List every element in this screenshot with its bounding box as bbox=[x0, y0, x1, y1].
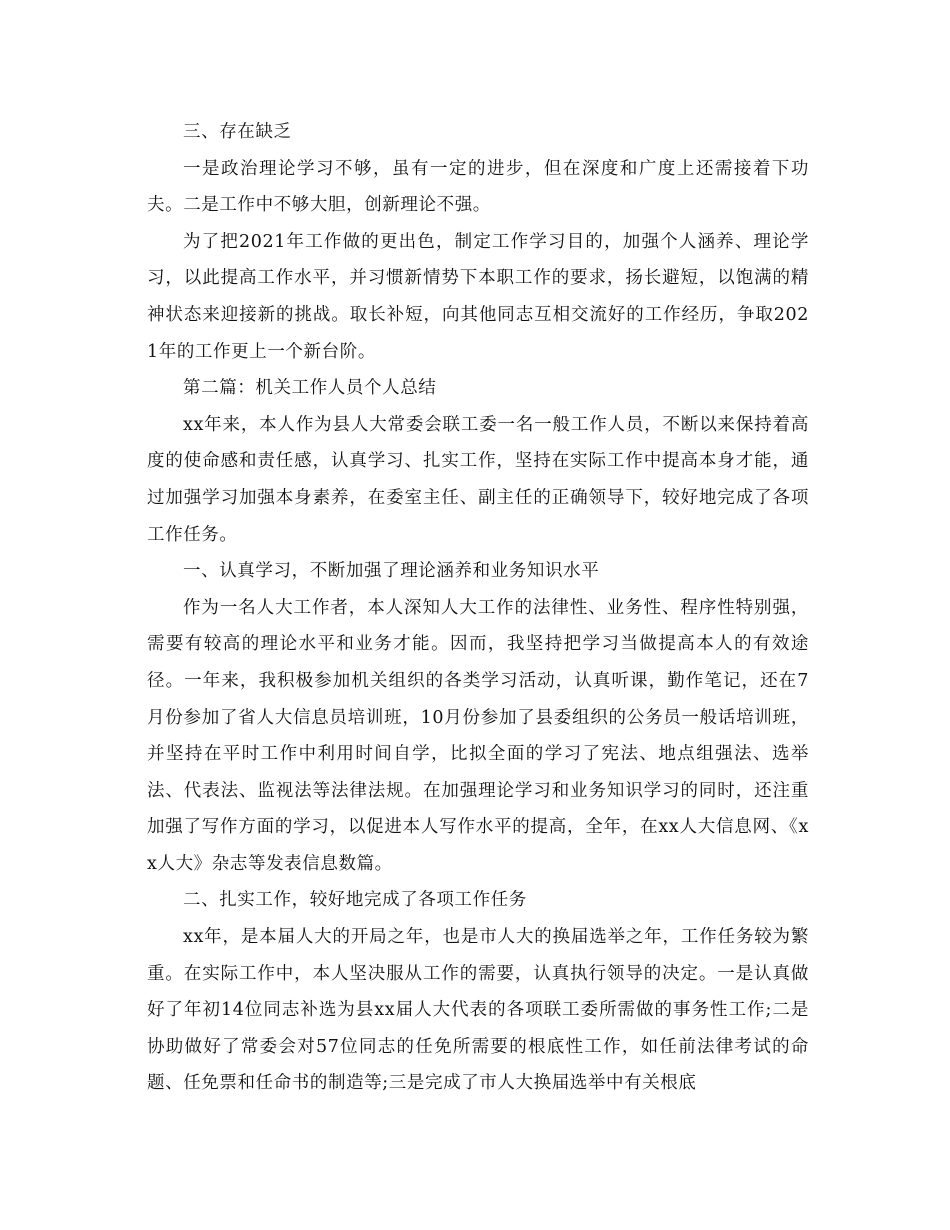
paragraph-work-body: xx年，是本届人大的开局之年，也是市人大的换届选举之年，工作任务较为繁重。在实际工作中，本人坚决服从工作的需要，认真执行领导的决定。一是认真做好了年初14位同志补选为县xx届人大代表的各项联工委所需做的事务性工作;二是协助做好了常委会对57位同志的任免所需要的根底性工作，如任前法律考试的命题、任免票和任命书的制造等;三是完成了市人大换届选举中有关根底 bbox=[147, 927, 809, 1094]
article-title-second: 第二篇：机关工作人员个人总结 bbox=[183, 378, 437, 399]
paragraph-intro: xx年来，本人作为县人大常委会联工委一名一般工作人员，不断以来保持着高度的使命感和责任感，认真学习、扎实工作，坚持在实际工作中提高本身才能，通过加强学习加强本身素养，在委室主任、副主任的正确领导下，较好地完成了各项工作任务。 bbox=[147, 414, 809, 545]
paragraph-study-body: 作为一名人大工作者，本人深知人大工作的法律性、业务性、程序性特别强，需要有较高的理论水平和业务才能。因而，我坚持把学习当做提高本人的有效途径。一年来，我积极参加机关组织的各类学习活动，认真听课，勤作笔记，还在7月份参加了省人大信息员培训班，10月份参加了县委组织的公务员一般话培训班，并坚持在平时工作中利用时间自学，比拟全面的学习了宪法、地点组强法、选举法、代表法、监视法等法律法规。在加强理论学习和业务知识学习的同时，还注重加强了写作方面的学习，以促进本人写作水平的提高，全年，在xx人大信息网、《xx人大》杂志等发表信息数篇。 bbox=[147, 597, 809, 874]
section-heading-study: 一、认真学习，不断加强了理论涵养和业务知识水平 bbox=[183, 561, 600, 582]
document-page bbox=[147, 114, 809, 1102]
paragraph-shortcomings-body: 一是政治理论学习不够，虽有一定的进步，但在深度和广度上还需接着下功夫。二是工作中不够大胆，创新理论不强。 bbox=[147, 158, 809, 216]
paragraph-2021-plan: 为了把2021年工作做的更出色，制定工作学习目的，加强个人涵养、理论学习，以此提高工作水平，并习惯新情势下本职工作的要求，扬长避短，以饱满的精神状态来迎接新的挑战。取长补短，向其他同志互相交流好的工作经历，争取2021年的工作更上一个新台阶。 bbox=[147, 231, 809, 362]
section-heading-shortcomings: 三、存在缺乏 bbox=[183, 122, 292, 142]
section-heading-work: 二、扎实工作，较好地完成了各项工作任务 bbox=[183, 890, 527, 911]
